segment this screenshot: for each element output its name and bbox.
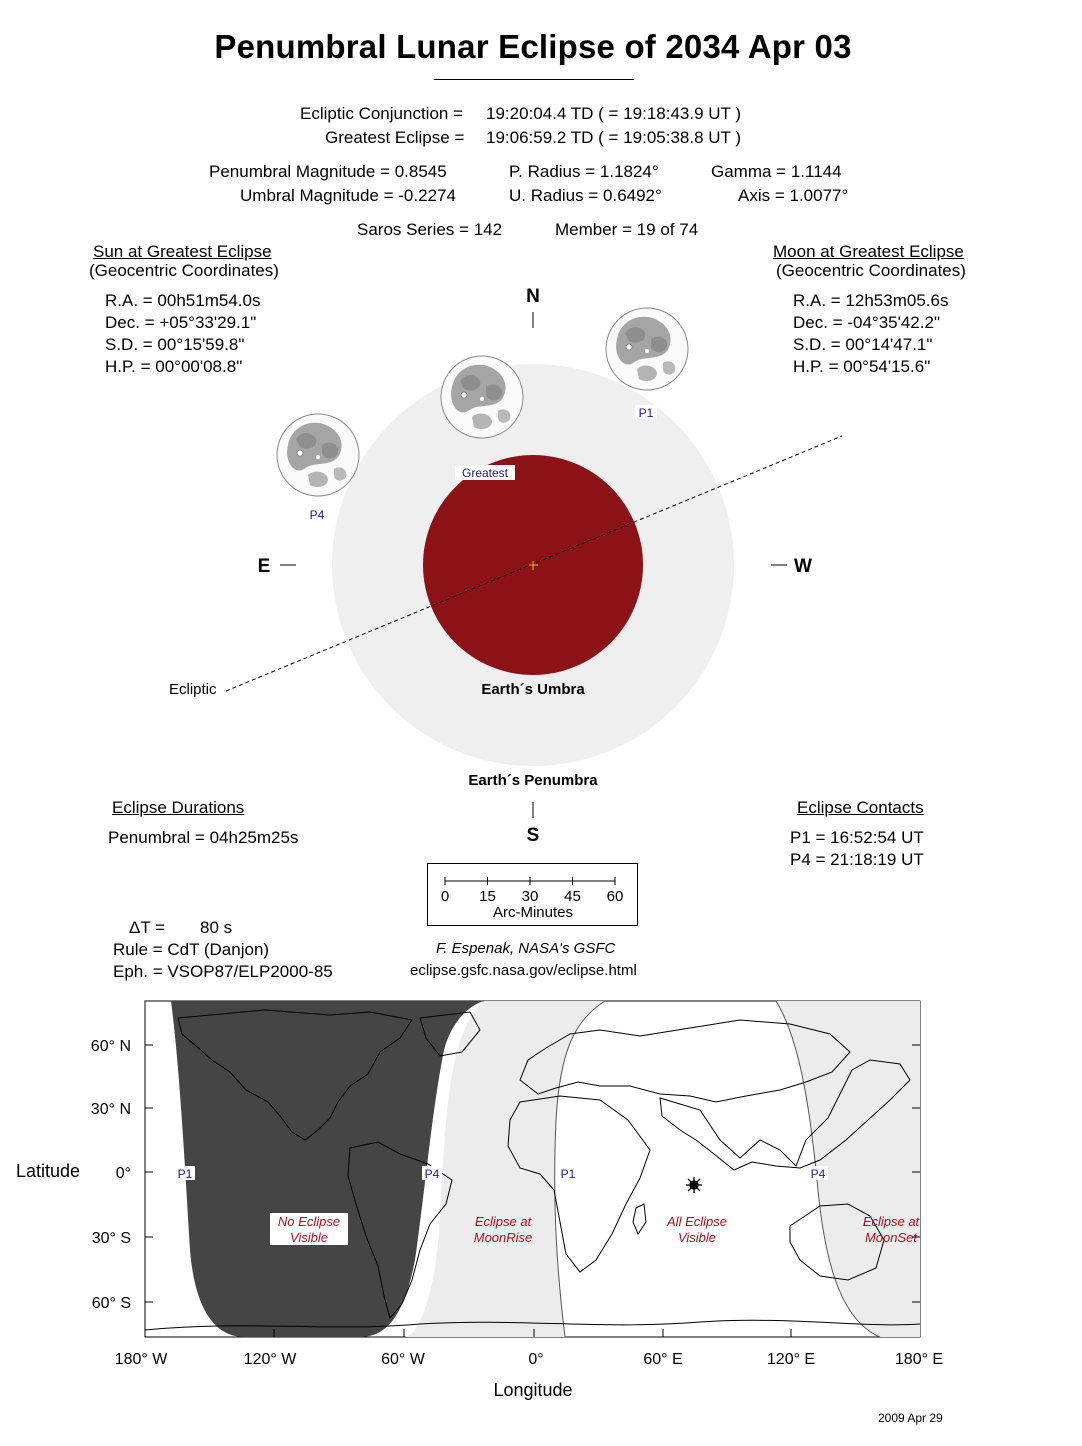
sub-lunar-point-icon bbox=[686, 1177, 702, 1193]
sun-dec: Dec. = +05°33'29.1" bbox=[105, 313, 257, 332]
conjunction-label: Ecliptic Conjunction = bbox=[300, 104, 464, 123]
penumbra-label: Earth´s Penumbra bbox=[468, 772, 598, 789]
gamma-value: Gamma = 1.1144 bbox=[711, 162, 842, 181]
umbral-magnitude: Umbral Magnitude = -0.2274 bbox=[240, 186, 456, 205]
scale-tick-60: 60 bbox=[606, 888, 624, 905]
source-url[interactable]: eclipse.gsfc.nasa.gov/eclipse.html bbox=[410, 962, 637, 979]
sun-subheading: (Geocentric Coordinates) bbox=[89, 261, 279, 280]
map-p1-label-east: P1 bbox=[560, 1167, 576, 1181]
moon-dec: Dec. = -04°35'42.2" bbox=[793, 313, 940, 332]
author-credit: F. Espenak, NASA's GSFC bbox=[436, 940, 616, 957]
visibility-map bbox=[0, 990, 1082, 1410]
durations-heading: Eclipse Durations bbox=[112, 798, 245, 817]
moon-heading: Moon at Greatest Eclipse bbox=[773, 242, 964, 261]
delta-t-value: 80 s bbox=[200, 918, 233, 937]
sun-ra: R.A. = 00h51m54.0s bbox=[105, 291, 261, 310]
map-p4-label-east: P4 bbox=[810, 1167, 826, 1181]
lon-tick-60w: 60° W bbox=[381, 1351, 425, 1368]
north-label: N bbox=[526, 286, 540, 307]
sun-hp: H.P. = 00°00'08.8" bbox=[105, 357, 243, 376]
penumbral-radius: P. Radius = 1.1824° bbox=[509, 162, 659, 181]
scale-tick-0: 0 bbox=[440, 888, 450, 905]
diagram-greatest-label: Greatest bbox=[461, 466, 509, 480]
saros-member: Member = 19 of 74 bbox=[555, 220, 699, 239]
page-title: Penumbral Lunar Eclipse of 2034 Apr 03 bbox=[214, 28, 852, 65]
moon-hp: H.P. = 00°54'15.6" bbox=[793, 357, 931, 376]
moonset-label-line2: MoonSet bbox=[864, 1230, 918, 1245]
west-label: W bbox=[794, 556, 812, 577]
scale-tick-30: 30 bbox=[521, 888, 539, 905]
conjunction-value: 19:20:04.4 TD ( = 19:18:43.9 UT ) bbox=[486, 104, 741, 123]
scale-tick-45: 45 bbox=[564, 888, 581, 905]
moon-sd: S.D. = 00°14'47.1" bbox=[793, 335, 933, 354]
diagram-p1-label: P1 bbox=[638, 406, 654, 420]
sun-heading: Sun at Greatest Eclipse bbox=[93, 242, 272, 261]
generation-date: 2009 Apr 29 bbox=[878, 1411, 943, 1425]
contact-p4: P4 = 21:18:19 UT bbox=[790, 850, 924, 869]
south-label: S bbox=[526, 825, 540, 846]
latitude-title: Latitude bbox=[16, 1161, 81, 1181]
scale-tick-15: 15 bbox=[479, 888, 496, 905]
lat-tick-30n: 30° N bbox=[90, 1101, 131, 1118]
greatest-eclipse-label: Greatest Eclipse = bbox=[325, 128, 465, 147]
moon-subheading: (Geocentric Coordinates) bbox=[776, 261, 966, 280]
saros-series: Saros Series = 142 bbox=[357, 220, 503, 239]
no-eclipse-label-line1: No Eclipse bbox=[277, 1214, 341, 1229]
contacts-heading: Eclipse Contacts bbox=[797, 798, 924, 817]
contact-p1: P1 = 16:52:54 UT bbox=[790, 828, 924, 847]
lat-tick-30s: 30° S bbox=[91, 1230, 131, 1247]
east-label: E bbox=[257, 556, 271, 577]
no-eclipse-label-line2: Visible bbox=[289, 1230, 329, 1245]
moon-greatest bbox=[441, 356, 523, 438]
umbral-radius: U. Radius = 0.6492° bbox=[509, 186, 662, 205]
all-eclipse-label-line1: All Eclipse bbox=[667, 1214, 727, 1229]
all-eclipse-label-line2: Visible bbox=[677, 1230, 717, 1245]
umbra-label: Earth´s Umbra bbox=[481, 681, 585, 698]
lon-tick-60e: 60° E bbox=[643, 1351, 683, 1368]
axis-value: Axis = 1.0077° bbox=[738, 186, 849, 205]
lat-tick-60n: 60° N bbox=[90, 1038, 131, 1055]
moon-ra: R.A. = 12h53m05.6s bbox=[793, 291, 949, 310]
danjon-rule: Rule = CdT (Danjon) bbox=[113, 940, 270, 959]
moonrise-label-line2: MoonRise bbox=[473, 1230, 533, 1245]
ecliptic-label: Ecliptic bbox=[169, 681, 217, 698]
lon-tick-120e: 120° E bbox=[766, 1351, 816, 1368]
moon-p4 bbox=[277, 414, 359, 496]
lon-tick-120w: 120° W bbox=[243, 1351, 297, 1368]
scale-label: Arc-Minutes bbox=[492, 904, 574, 921]
lon-tick-0: 0° bbox=[528, 1351, 544, 1368]
map-p1-label-west: P1 bbox=[177, 1167, 193, 1181]
moonrise-label-line1: Eclipse at bbox=[474, 1214, 532, 1229]
lon-tick-180w: 180° W bbox=[114, 1351, 168, 1368]
penumbral-magnitude: Penumbral Magnitude = 0.8545 bbox=[209, 162, 447, 181]
sun-sd: S.D. = 00°15'59.8" bbox=[105, 335, 245, 354]
moonset-label-line1: Eclipse at bbox=[862, 1214, 920, 1229]
lat-tick-60s: 60° S bbox=[91, 1295, 131, 1312]
greatest-eclipse-value: 19:06:59.2 TD ( = 19:05:38.8 UT ) bbox=[486, 128, 741, 147]
diagram-p4-label: P4 bbox=[309, 508, 325, 522]
longitude-title: Longitude bbox=[493, 1380, 573, 1400]
lon-tick-180e: 180° E bbox=[894, 1351, 944, 1368]
lat-tick-0: 0° bbox=[115, 1165, 131, 1182]
penumbral-duration: Penumbral = 04h25m25s bbox=[108, 828, 299, 847]
arc-minute-scale bbox=[427, 863, 639, 927]
map-p4-label-west: P4 bbox=[424, 1167, 440, 1181]
ephemeris: Eph. = VSOP87/ELP2000-85 bbox=[113, 962, 333, 981]
moon-p1 bbox=[606, 308, 688, 390]
delta-t-label: ΔT = bbox=[129, 918, 166, 937]
